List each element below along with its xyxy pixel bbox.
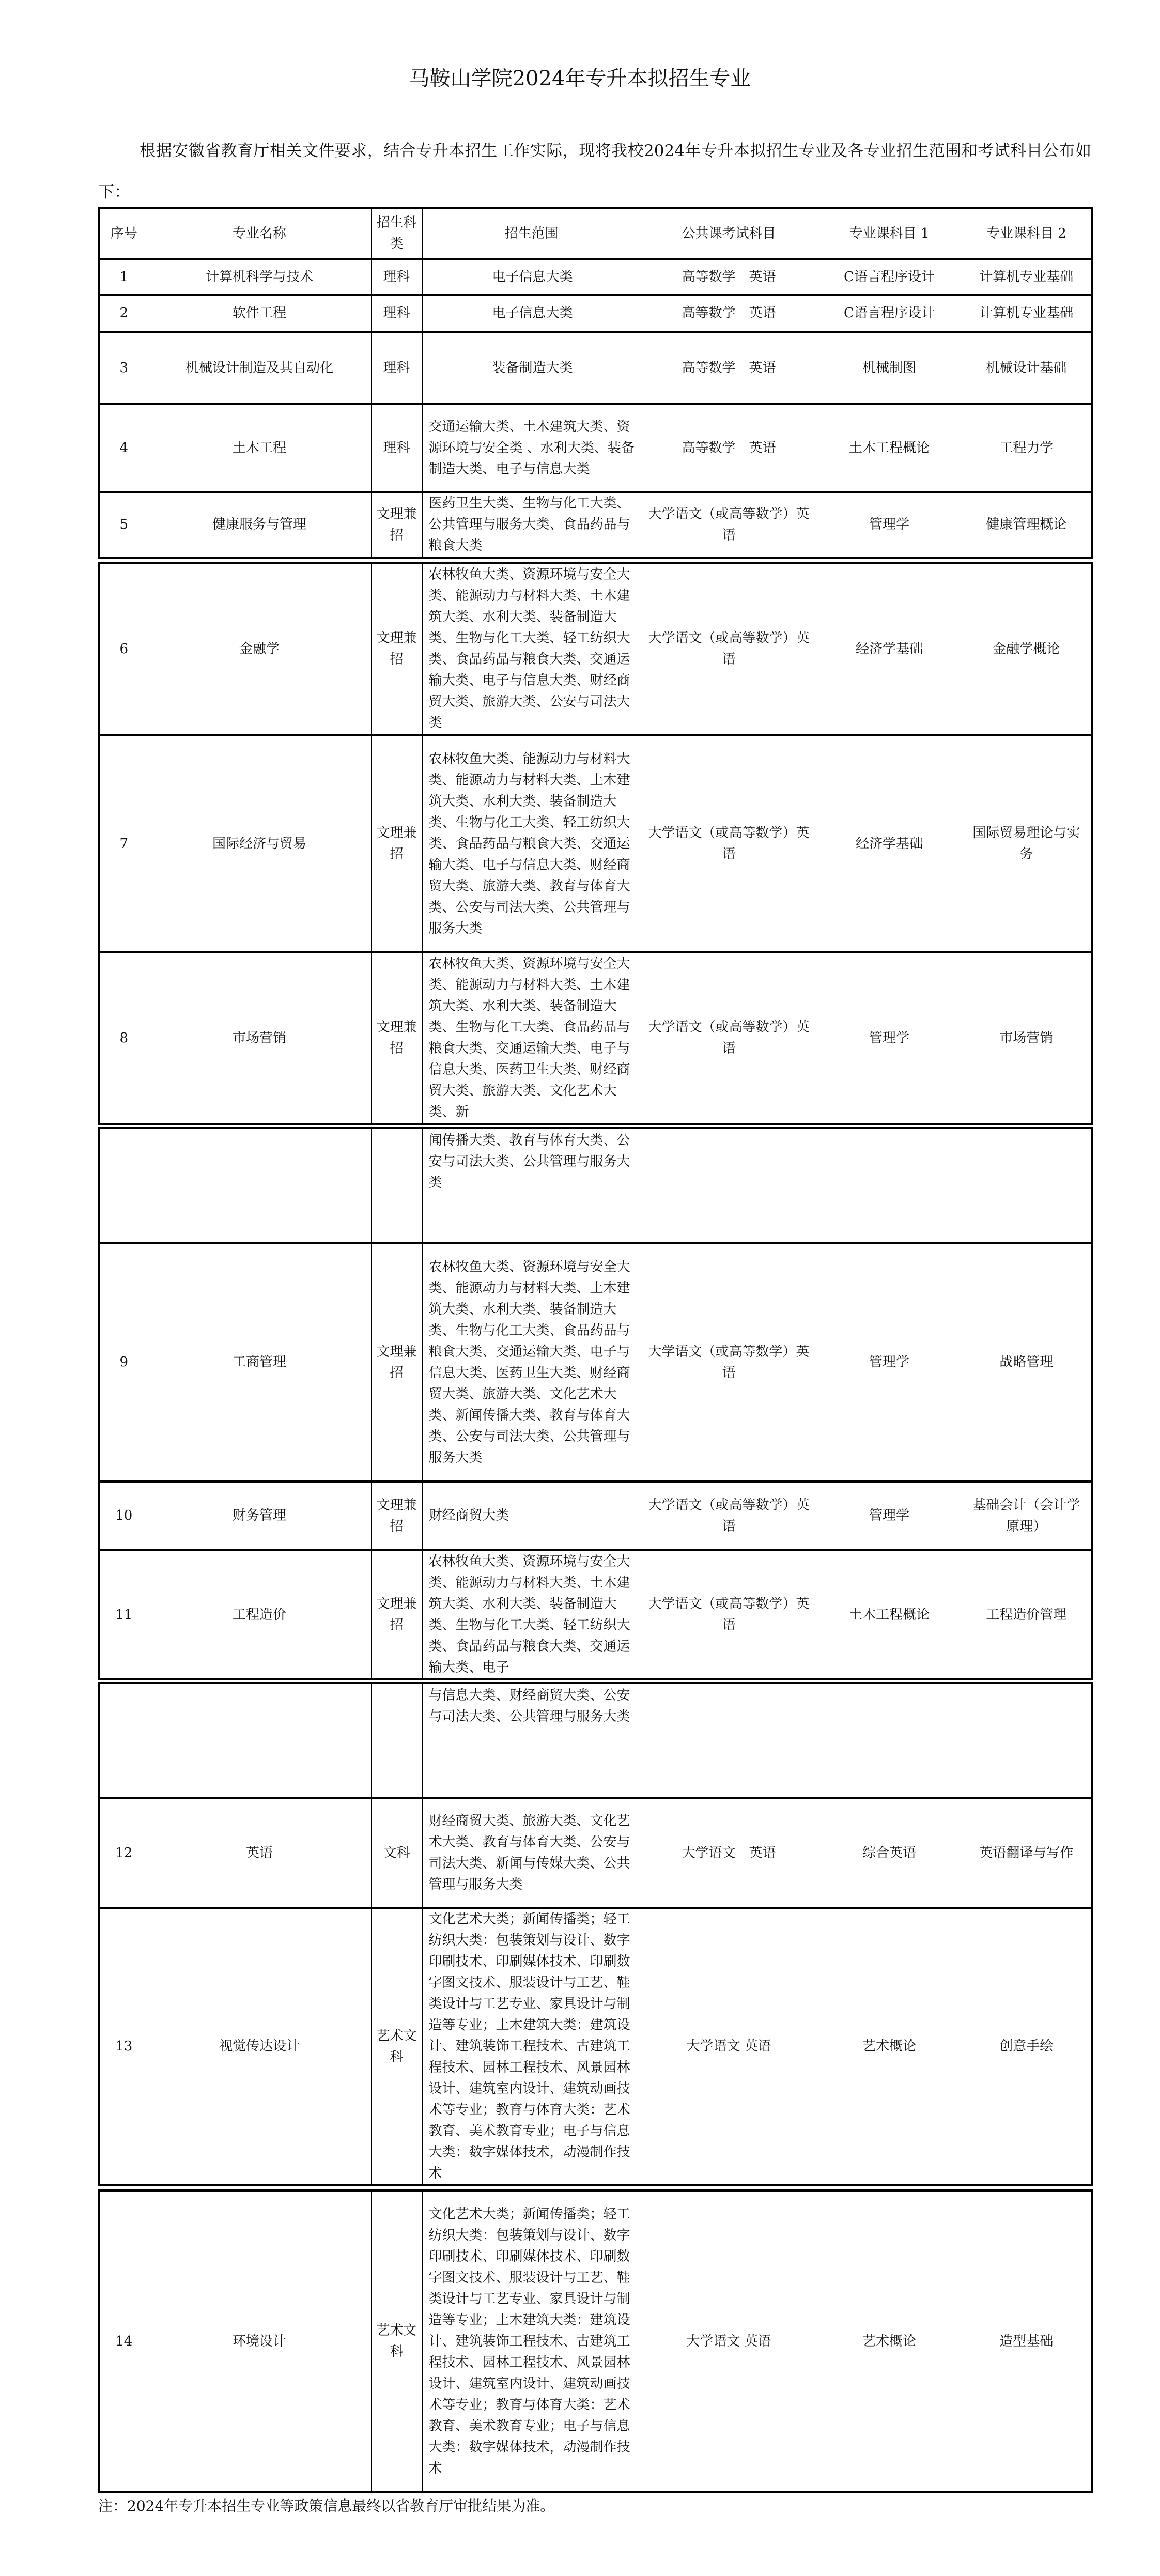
cell-no xyxy=(99,1128,148,1243)
cell-scope: 文化艺术大类；新闻传播类；轻工纺织大类：包装策划与设计、数字印刷技术、印刷媒体技术、印刷数字图文技术、服装设计与工艺、鞋类设计与工艺专业、家具设计与制造等专业；土木建筑大类：建筑设计、建筑装饰工程技术、古建筑工程技术、园林工程技术、风景园林设计、建筑室内设计、建筑动画技术等专业；教育与体育大类：艺术教育、美术教育专业；电子与信息大类：数字媒体技术，动漫制作技术 xyxy=(422,2191,641,2492)
cell-category: 理科 xyxy=(371,295,422,332)
cell-category: 文理兼招 xyxy=(371,1550,422,1679)
table-row xyxy=(99,1798,1092,1908)
cell-subject-2: 计算机专业基础 xyxy=(962,259,1092,295)
cell-major xyxy=(148,1683,371,1798)
majors-table-part-5 xyxy=(98,2189,1093,2493)
majors-table-part-4 xyxy=(98,1682,1093,2186)
table-row xyxy=(99,295,1092,332)
cell-major xyxy=(148,1128,371,1243)
cell-public-subjects: 大学语文（或高等数学）英语 xyxy=(641,735,817,952)
cell-no: 7 xyxy=(99,735,148,952)
cell-category: 文理兼招 xyxy=(371,563,422,735)
cell-major: 计算机科学与技术 xyxy=(148,259,371,295)
cell-public-subjects xyxy=(641,1128,817,1243)
cell-subject-2: 金融学概论 xyxy=(962,563,1092,735)
header-major: 专业名称 xyxy=(148,208,371,259)
table-header-row xyxy=(99,208,1092,259)
cell-category: 文理兼招 xyxy=(371,492,422,558)
cell-no xyxy=(99,1683,148,1798)
page-title: 马鞍山学院2024年专升本拟招生专业 xyxy=(409,67,751,90)
intro-paragraph: 根据安徽省教育厅相关文件要求，结合专升本招生工作实际，现将我校2024年专升本拟招生专业及各专业招生范围和考试科目公布如下： xyxy=(98,142,1091,202)
cell-no: 8 xyxy=(99,952,148,1124)
cell-public-subjects: 高等数学 英语 xyxy=(641,259,817,295)
cell-subject-1: 管理学 xyxy=(817,1243,962,1482)
cell-category: 理科 xyxy=(371,404,422,492)
cell-scope: 农林牧鱼大类、能源动力与材料大类、能源动力与材料大类、土木建筑大类、水利大类、装备制造大类、生物与化工大类、轻工纺织大类、食品药品与粮食大类、交通运输大类、电子与信息大类、财经商贸大类、旅游大类、教育与体育大类、公安与司法大类、公共管理与服务大类 xyxy=(422,735,641,952)
cell-major: 健康服务与管理 xyxy=(148,492,371,558)
cell-subject-2: 英语翻译与写作 xyxy=(962,1798,1092,1908)
footnote: 注：2024年专升本招生专业等政策信息最终以省教育厅审批结果为准。 xyxy=(98,2497,555,2515)
cell-subject-1: 土木工程概论 xyxy=(817,404,962,492)
cell-category xyxy=(371,1128,422,1243)
cell-subject-2 xyxy=(962,1683,1092,1798)
cell-scope: 农林牧鱼大类、资源环境与安全大类、能源动力与材料大类、土木建筑大类、水利大类、装备制造大类、生物与化工大类、轻工纺织大类、食品药品与粮食大类、交通运输大类、电子 xyxy=(422,1550,641,1679)
cell-no: 3 xyxy=(99,332,148,404)
header-public-subjects: 公共课考试科目 xyxy=(641,208,817,259)
cell-scope: 农林牧鱼大类、资源环境与安全大类、能源动力与材料大类、土木建筑大类、水利大类、装备制造大类、生物与化工大类、食品药品与粮食大类、交通运输大类、电子与信息大类、医药卫生大类、财经商贸大类、旅游大类、文化艺术大类、新闻传播大类、教育与体育大类、公安与司法大类、公共管理与服务大类 xyxy=(422,1243,641,1482)
cell-subject-1: 经济学基础 xyxy=(817,735,962,952)
majors-table-part-3 xyxy=(98,1127,1093,1680)
table-row xyxy=(99,1482,1092,1550)
cell-major: 国际经济与贸易 xyxy=(148,735,371,952)
cell-scope: 医药卫生大类、生物与化工大类、公共管理与服务大类、食品药品与粮食大类 xyxy=(422,492,641,558)
cell-major: 机械设计制造及其自动化 xyxy=(148,332,371,404)
cell-subject-2: 基础会计（会计学原理） xyxy=(962,1482,1092,1550)
cell-public-subjects: 大学语文（或高等数学）英语 xyxy=(641,1550,817,1679)
cell-scope: 电子信息大类 xyxy=(422,295,641,332)
cell-major: 金融学 xyxy=(148,563,371,735)
header-subject-1: 专业课科目 1 xyxy=(817,208,962,259)
table-row xyxy=(99,735,1092,952)
table-row xyxy=(99,492,1092,558)
cell-public-subjects: 大学语文（或高等数学）英语 xyxy=(641,492,817,558)
cell-category: 艺术文科 xyxy=(371,2191,422,2492)
cell-public-subjects: 大学语文（或高等数学）英语 xyxy=(641,1482,817,1550)
cell-major: 财务管理 xyxy=(148,1482,371,1550)
table-row-continuation xyxy=(99,1128,1092,1243)
cell-subject-1: 土木工程概论 xyxy=(817,1550,962,1679)
table-row xyxy=(99,563,1092,735)
cell-category: 文理兼招 xyxy=(371,952,422,1124)
cell-major: 软件工程 xyxy=(148,295,371,332)
cell-subject-1: 综合英语 xyxy=(817,1798,962,1908)
cell-scope: 电子信息大类 xyxy=(422,259,641,295)
cell-major: 土木工程 xyxy=(148,404,371,492)
cell-major: 工商管理 xyxy=(148,1243,371,1482)
cell-subject-1: 机械制图 xyxy=(817,332,962,404)
cell-category xyxy=(371,1683,422,1798)
cell-subject-2: 机械设计基础 xyxy=(962,332,1092,404)
cell-no: 13 xyxy=(99,1908,148,2185)
majors-table-part-1 xyxy=(98,207,1093,559)
cell-scope: 装备制造大类 xyxy=(422,332,641,404)
cell-public-subjects: 大学语文（或高等数学）英语 xyxy=(641,952,817,1124)
cell-no: 12 xyxy=(99,1798,148,1908)
cell-no: 5 xyxy=(99,492,148,558)
cell-subject-2: 战略管理 xyxy=(962,1243,1092,1482)
cell-public-subjects: 高等数学 英语 xyxy=(641,404,817,492)
cell-subject-2: 工程造价管理 xyxy=(962,1550,1092,1679)
cell-category: 文科 xyxy=(371,1798,422,1908)
header-scope: 招生范围 xyxy=(422,208,641,259)
cell-scope: 农林牧鱼大类、资源环境与安全大类、能源动力与材料大类、土木建筑大类、水利大类、装备制造大类、生物与化工大类、食品药品与粮食大类、交通运输大类、电子与信息大类、医药卫生大类、财经商贸大类、旅游大类、文化艺术大类、新 xyxy=(422,952,641,1124)
cell-category: 艺术文科 xyxy=(371,1908,422,2185)
cell-subject-2: 市场营销 xyxy=(962,952,1092,1124)
cell-scope: 农林牧鱼大类、资源环境与安全大类、能源动力与材料大类、土木建筑大类、水利大类、装备制造大类、生物与化工大类、轻工纺织大类、食品药品与粮食大类、交通运输大类、电子与信息大类、财经商贸大类、旅游大类、公安与司法大类 xyxy=(422,563,641,735)
table-row xyxy=(99,2191,1092,2492)
cell-major: 工程造价 xyxy=(148,1550,371,1679)
cell-subject-1: 管理学 xyxy=(817,492,962,558)
cell-public-subjects: 大学语文 英语 xyxy=(641,1908,817,2185)
cell-public-subjects: 大学语文 英语 xyxy=(641,1798,817,1908)
cell-public-subjects: 高等数学 英语 xyxy=(641,295,817,332)
cell-scope: 交通运输大类、土木建筑大类、资源环境与安全类 、水利大类、装备制造大类、电子与信息大类 xyxy=(422,404,641,492)
cell-category: 文理兼招 xyxy=(371,1482,422,1550)
cell-subject-1: C语言程序设计 xyxy=(817,259,962,295)
cell-subject-2: 工程力学 xyxy=(962,404,1092,492)
cell-no: 10 xyxy=(99,1482,148,1550)
header-category: 招生科类 xyxy=(371,208,422,259)
cell-scope: 财经商贸大类、旅游大类、文化艺术大类、教育与体育大类、公安与司法大类、新闻与传媒大类、公共管理与服务大类 xyxy=(422,1798,641,1908)
cell-major: 环境设计 xyxy=(148,2191,371,2492)
cell-subject-2: 造型基础 xyxy=(962,2191,1092,2492)
cell-scope: 财经商贸大类 xyxy=(422,1482,641,1550)
table-row xyxy=(99,332,1092,404)
cell-no: 1 xyxy=(99,259,148,295)
cell-public-subjects: 大学语文（或高等数学）英语 xyxy=(641,1243,817,1482)
cell-subject-1: 经济学基础 xyxy=(817,563,962,735)
cell-subject-1: C语言程序设计 xyxy=(817,295,962,332)
cell-category: 理科 xyxy=(371,332,422,404)
cell-subject-2: 创意手绘 xyxy=(962,1908,1092,2185)
cell-subject-1: 管理学 xyxy=(817,1482,962,1550)
table-row-continuation xyxy=(99,1683,1092,1798)
table-row xyxy=(99,259,1092,295)
cell-no: 11 xyxy=(99,1550,148,1679)
cell-public-subjects: 大学语文（或高等数学）英语 xyxy=(641,563,817,735)
cell-subject-2: 健康管理概论 xyxy=(962,492,1092,558)
table-row xyxy=(99,1243,1092,1482)
cell-subject-1: 管理学 xyxy=(817,952,962,1124)
cell-major: 英语 xyxy=(148,1798,371,1908)
cell-subject-1: 艺术概论 xyxy=(817,2191,962,2492)
cell-no: 4 xyxy=(99,404,148,492)
cell-category: 理科 xyxy=(371,259,422,295)
cell-no: 9 xyxy=(99,1243,148,1482)
cell-major: 视觉传达设计 xyxy=(148,1908,371,2185)
table-row xyxy=(99,952,1092,1124)
cell-category: 文理兼招 xyxy=(371,735,422,952)
cell-no: 2 xyxy=(99,295,148,332)
cell-subject-2: 国际贸易理论与实务 xyxy=(962,735,1092,952)
header-no: 序号 xyxy=(99,208,148,259)
table-row xyxy=(99,1550,1092,1679)
table-row xyxy=(99,1908,1092,2185)
cell-subject-2 xyxy=(962,1128,1092,1243)
cell-category: 文理兼招 xyxy=(371,1243,422,1482)
cell-public-subjects: 高等数学 英语 xyxy=(641,332,817,404)
cell-no: 14 xyxy=(99,2191,148,2492)
cell-subject-1 xyxy=(817,1683,962,1798)
cell-no: 6 xyxy=(99,563,148,735)
cell-scope: 与信息大类、财经商贸大类、公安与司法大类、公共管理与服务大类 xyxy=(422,1683,641,1798)
cell-public-subjects xyxy=(641,1683,817,1798)
cell-subject-1: 艺术概论 xyxy=(817,1908,962,2185)
header-subject-2: 专业课科目 2 xyxy=(962,208,1092,259)
cell-major: 市场营销 xyxy=(148,952,371,1124)
cell-scope: 文化艺术大类；新闻传播类；轻工纺织大类：包装策划与设计、数字印刷技术、印刷媒体技术、印刷数字图文技术、服装设计与工艺、鞋类设计与工艺专业、家具设计与制造等专业；土木建筑大类：建筑设计、建筑装饰工程技术、古建筑工程技术、园林工程技术、风景园林设计、建筑室内设计、建筑动画技术等专业；教育与体育大类：艺术教育、美术教育专业；电子与信息大类：数字媒体技术，动漫制作技术 xyxy=(422,1908,641,2185)
majors-table-part-2 xyxy=(98,562,1093,1125)
cell-public-subjects: 大学语文 英语 xyxy=(641,2191,817,2492)
table-row xyxy=(99,404,1092,492)
cell-scope: 闻传播大类、教育与体育大类、公安与司法大类、公共管理与服务大类 xyxy=(422,1128,641,1243)
cell-subject-2: 计算机专业基础 xyxy=(962,295,1092,332)
cell-subject-1 xyxy=(817,1128,962,1243)
